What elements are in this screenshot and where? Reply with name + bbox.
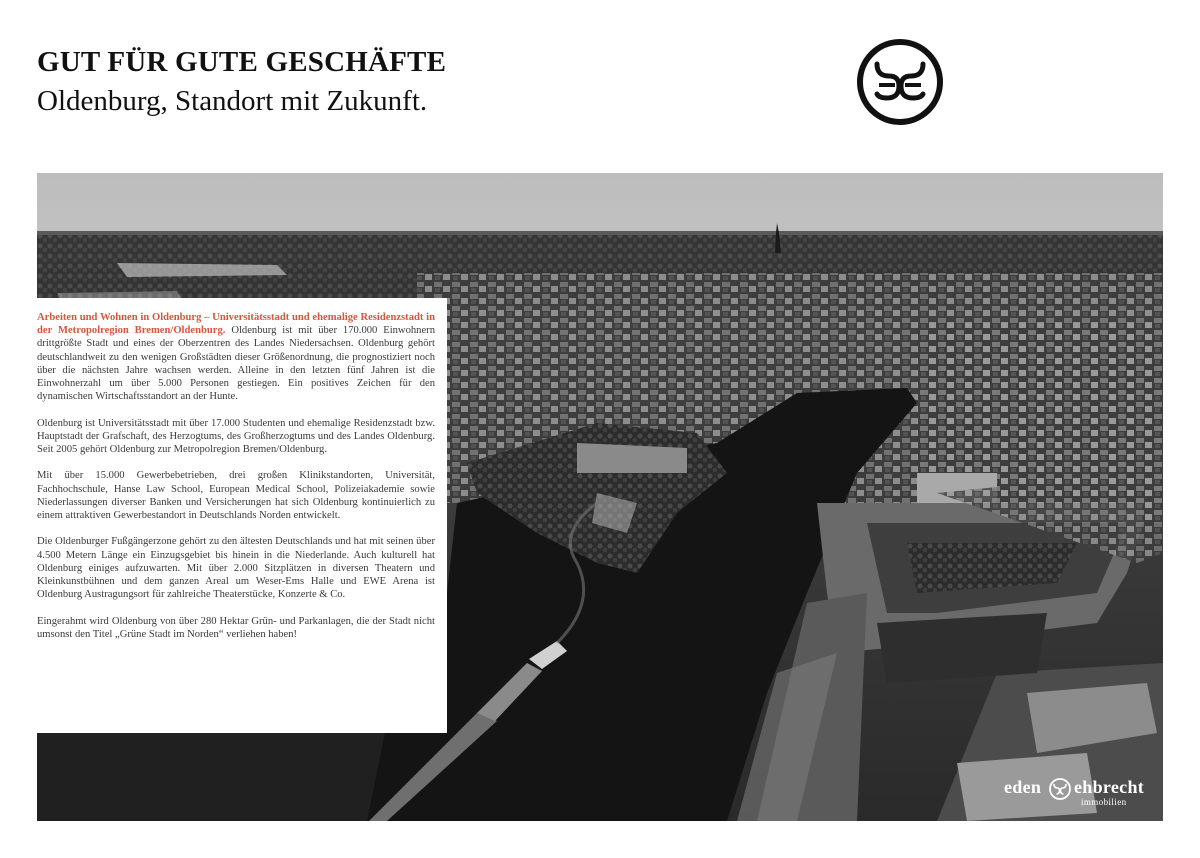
paragraph-1-text: Oldenburg ist mit über 170.000 Einwohnern drittgrößte Stadt und eines der Oberzentren des Landes Niedersachsen. Oldenburg gehört deutschlandweit zu den wenigen Großstädten dieser Größenordnung, die prognostiziert noch über die nächsten Jahre wachsen werden. Alleine in den letzten fünf Jahren ist die Einwohnerzahl um über 5.000 Personen gestiegen. Ein positives Zeichen für den dynamischen Wirtschaftsstandort an der Hunte.: [37, 325, 436, 403]
paragraph-1: [37, 311, 435, 403]
wordmark-left: eden: [1004, 777, 1042, 797]
paragraph-2: Oldenburg ist Universitätsstadt mit über 17.000 Studenten und ehemalige Residenzstadt bzw. Hauptstadt der Grafschaft, des Herzogtums, des Großherzogtums und des Landes Oldenburg. Seit 2005 gehört Oldenburg zur Metropolregion Bremen/Oldenburg.: [37, 417, 435, 456]
company-wordmark: [1004, 777, 1154, 813]
paragraph-3: Mit über 15.000 Gewerbebetrieben, drei großen Klinikstandorten, Universität, Fachhochschule, Hanse Law School, European Medical School, Polizeiakademie sowie Niederlassungen diverser Banken und Versicherungen hat sich Oldenburg kontinuierlich zu einem attraktiven Gewerbestandort in Deutschlands Norden entwickelt.: [37, 470, 435, 522]
paragraph-4: Die Oldenburger Fußgängerzone gehört zu den ältesten Deutschlands und hat mit seinen über 4.500 Metern Länge ein Einzugsgebiet bis hinein in die Niederlande. Auch kulturell hat Oldenburg einiges aufzuwarten. Mit über 2.000 Sitzplätzen in diversen Theatern und Kleinkunstbühnen und dem ganzen Areal um Weser-Ems Halle und EWE Arena ist Oldenburg Austragungsort für zahlreiche Theaterstücke, Konzerte & Co.: [37, 536, 435, 601]
eden-ehbrecht-monogram-icon: [855, 38, 945, 126]
paragraph-5: Eingerahmt wird Oldenburg von über 280 Hektar Grün- und Parkanlagen, die der Stadt nicht umsonst den Titel „Grüne Stadt im Norden“ verliehen haben!: [37, 615, 435, 640]
monogram-icon: [1048, 777, 1072, 801]
body-copy: [37, 311, 435, 654]
wordmark-right: ehbrecht: [1074, 777, 1145, 797]
subline: Oldenburg, Standort mit Zukunft.: [37, 85, 428, 117]
lead-text: Arbeiten und Wohnen in Oldenburg – Universitätsstadt und ehemalige Residenzstadt in der Metropolregion Bremen/Oldenburg.: [37, 312, 435, 337]
wordmark-sub: immobilien: [1081, 797, 1127, 807]
headline: GUT FÜR GUTE GESCHÄFTE: [37, 46, 447, 78]
